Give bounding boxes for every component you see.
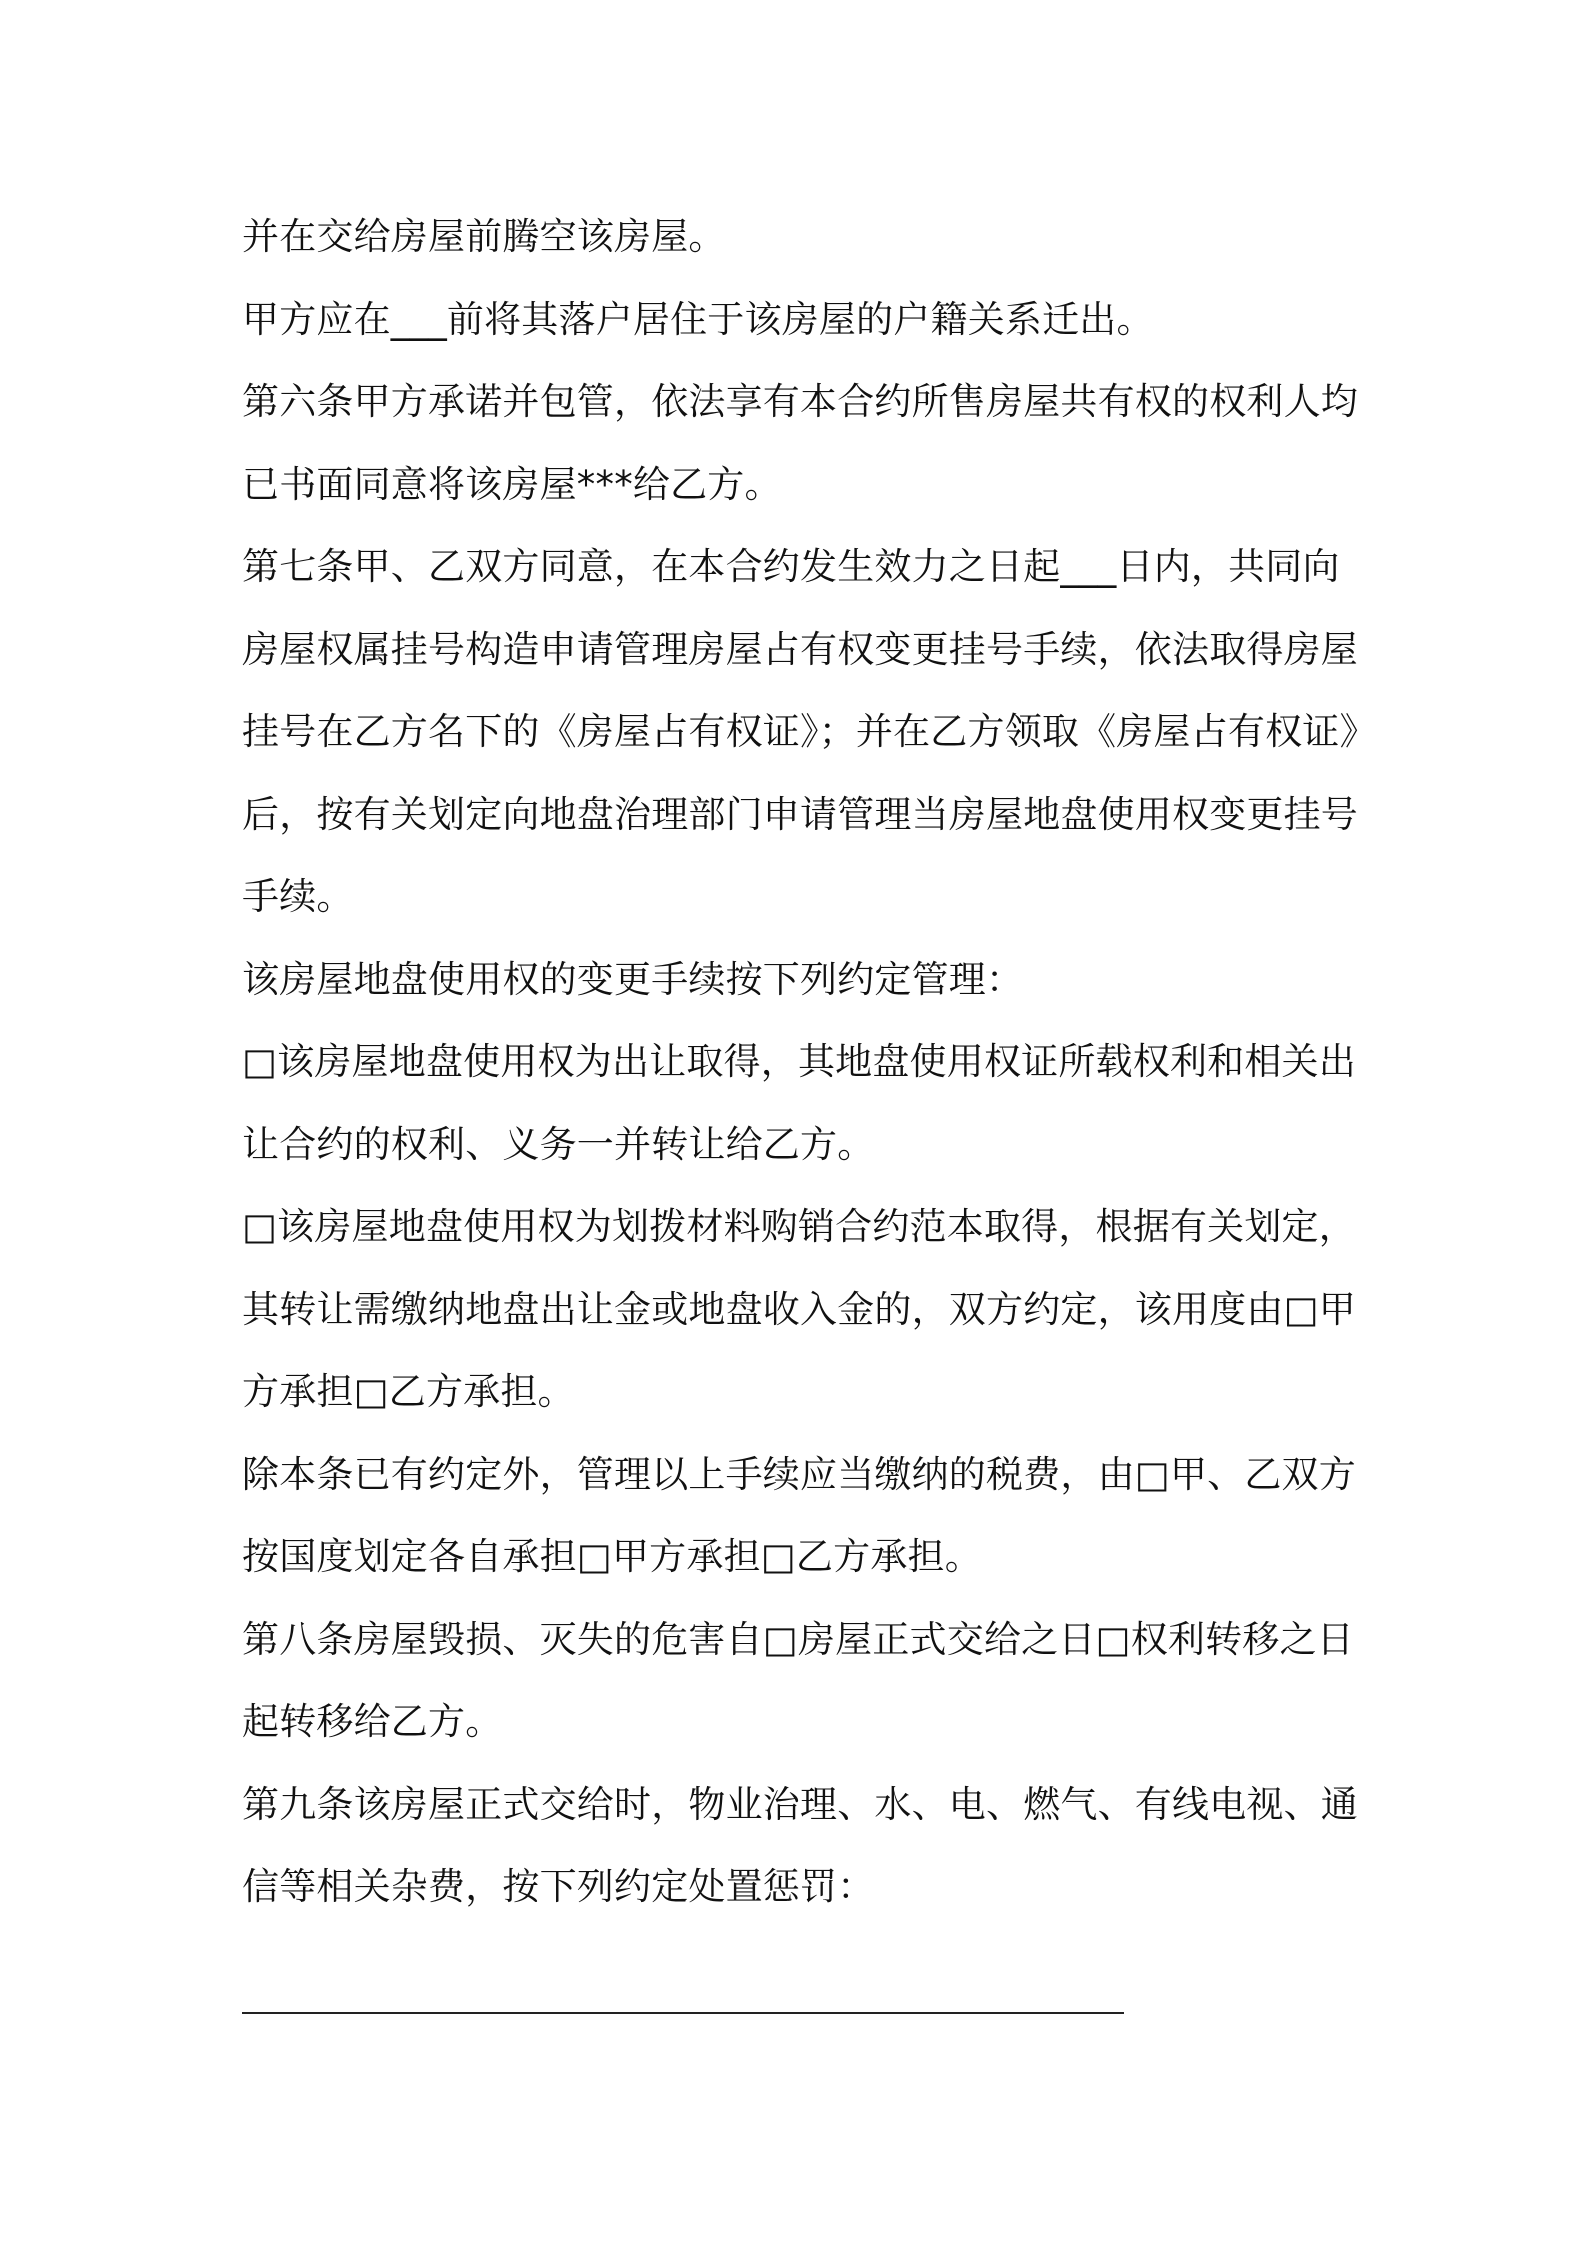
text-line: 第七条甲、乙双方同意，在本合约发生效力之日起___日内，共同向 <box>242 545 1340 588</box>
text-line: □该房屋地盘使用权为出让取得，其地盘使用权证所载权利和相关出 <box>242 1040 1356 1083</box>
document-body <box>242 196 1377 1929</box>
text-line: 第六条甲方承诺并包管，依法享有本合约所售房屋共有权的权利人均 <box>242 380 1358 423</box>
text-line: 按国度划定各自承担□甲方承担□乙方承担。 <box>242 1535 982 1578</box>
text-line: 后，按有关划定向地盘治理部门申请管理当房屋地盘使用权变更挂号 <box>242 792 1358 836</box>
text-line: 起转移给乙方。 <box>242 1700 503 1743</box>
fill-in-blank-line <box>242 2012 1124 2014</box>
text-line: 第八条房屋毁损、灭失的危害自□房屋正式交给之日□权利转移之日 <box>242 1617 1354 1661</box>
text-line: 手续。 <box>242 875 354 918</box>
text-line: 房屋权属挂号构造申请管理房屋占有权变更挂号手续，依法取得房屋 <box>242 627 1358 671</box>
text-line: 除本条已有约定外，管理以上手续应当缴纳的税费，由□甲、乙双方 <box>242 1452 1356 1496</box>
text-line: 该房屋地盘使用权的变更手续按下列约定管理： <box>242 957 1024 1001</box>
text-line: 方承担□乙方承担。 <box>242 1370 575 1413</box>
text-line: 甲方应在___前将其落户居住于该房屋的户籍关系迁出。 <box>242 297 1154 341</box>
text-line: 让合约的权利、义务一并转让给乙方。 <box>242 1122 875 1166</box>
text-line: 并在交给房屋前腾空该房屋。 <box>242 215 726 258</box>
text-line: 信等相关杂费，按下列约定处置惩罚： <box>242 1865 875 1908</box>
text-line: 第九条该房屋正式交给时，物业治理、水、电、燃气、有线电视、通 <box>242 1782 1358 1826</box>
text-line: 挂号在乙方名下的《房屋占有权证》；并在乙方领取《房屋占有权证》 <box>242 710 1377 753</box>
text-line: 已书面同意将该房屋***给乙方。 <box>242 462 782 506</box>
text-line: □该房屋地盘使用权为划拨材料购销合约范本取得，根据有关划定， <box>242 1205 1356 1248</box>
text-line: 其转让需缴纳地盘出让金或地盘收入金的，双方约定，该用度由□甲 <box>242 1287 1356 1331</box>
